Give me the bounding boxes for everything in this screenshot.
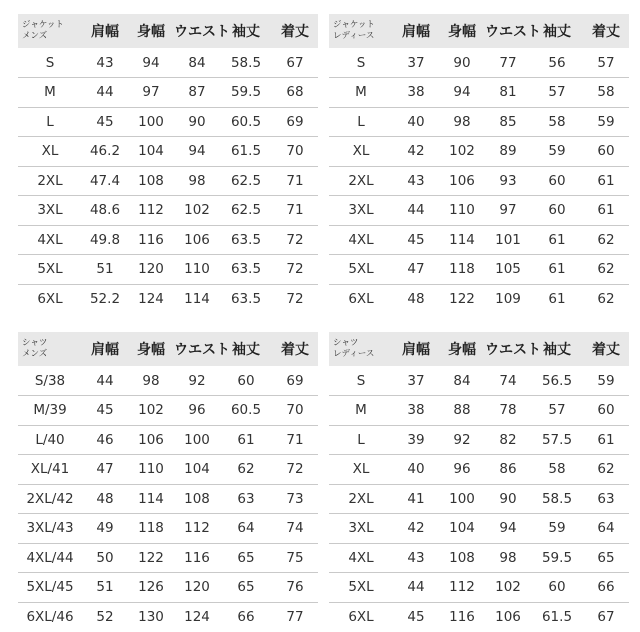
table-row [18, 78, 318, 108]
table-row [329, 255, 629, 285]
measurement-cell: 60 [237, 372, 255, 389]
size-table [18, 14, 318, 314]
size-label-cell: 2XL/42 [26, 490, 74, 507]
column-header: 着丈 [592, 24, 620, 40]
measurement-cell: 71 [286, 431, 304, 448]
measurement-cell: 120 [184, 579, 210, 596]
table-header-row [329, 14, 629, 48]
measurement-cell: 62.5 [230, 202, 262, 219]
size-label-cell: L [357, 113, 365, 130]
size-label-cell: 5XL [37, 261, 63, 278]
table-row [18, 455, 318, 485]
measurement-cell: 52.2 [89, 291, 121, 307]
measurement-cell: 43 [407, 172, 425, 189]
measurement-cell: 66 [597, 579, 615, 596]
measurement-cell: 57 [548, 84, 566, 101]
size-label-cell: M/39 [33, 402, 67, 419]
measurement-cell: 50 [96, 549, 114, 566]
measurement-cell: 46 [96, 431, 114, 448]
measurement-cell: 44 [96, 84, 114, 101]
size-label-cell: 5XL [348, 261, 374, 278]
measurement-cell: 124 [138, 291, 164, 307]
size-label-cell: 4XL [348, 549, 374, 566]
measurement-cell: 63.5 [230, 231, 262, 248]
measurement-cell: 97 [142, 84, 160, 101]
measurement-cell: 71 [286, 202, 304, 219]
size-label-cell: 3XL [37, 202, 63, 219]
measurement-cell: 74 [286, 520, 304, 537]
table-row [18, 573, 318, 603]
table-row [18, 543, 318, 573]
measurement-cell: 56 [548, 54, 566, 71]
size-label-cell: S/38 [34, 372, 66, 389]
measurement-cell: 84 [188, 54, 206, 71]
column-header: 着丈 [281, 342, 309, 358]
table-row [329, 166, 629, 196]
table-row [18, 484, 318, 514]
size-table-shirt-ladies [329, 332, 629, 632]
size-label-cell: S [45, 54, 55, 71]
measurement-cell: 62 [597, 291, 615, 307]
measurement-cell: 88 [453, 402, 471, 419]
measurement-cell: 71 [286, 172, 304, 189]
measurement-cell: 109 [495, 291, 521, 307]
table-row [329, 225, 629, 255]
measurement-cell: 112 [138, 202, 164, 219]
measurement-cell: 59 [597, 113, 615, 130]
column-header: 肩幅 [91, 24, 119, 40]
table-row [329, 602, 629, 632]
measurement-cell: 94 [188, 143, 206, 160]
measurement-cell: 101 [495, 231, 521, 248]
measurement-cell: 108 [138, 172, 164, 189]
measurement-cell: 102 [138, 402, 164, 419]
measurement-cell: 122 [138, 549, 164, 566]
column-header: 袖丈 [543, 24, 571, 40]
measurement-cell: 92 [453, 431, 471, 448]
table-header-row [18, 14, 318, 48]
measurement-cell: 114 [449, 231, 475, 248]
measurement-cell: 106 [449, 172, 475, 189]
table-row [329, 455, 629, 485]
measurement-cell: 120 [138, 261, 164, 278]
measurement-cell: 52 [96, 609, 114, 625]
table-row [329, 396, 629, 426]
measurement-cell: 96 [453, 461, 471, 478]
measurement-cell: 59.5 [541, 549, 573, 566]
size-label-cell: 2XL [348, 490, 374, 507]
measurement-cell: 61 [237, 431, 255, 448]
measurement-cell: 45 [96, 113, 114, 130]
measurement-cell: 94 [499, 520, 517, 537]
measurement-cell: 43 [96, 54, 114, 71]
measurement-cell: 45 [96, 402, 114, 419]
measurement-cell: 61.5 [541, 609, 573, 625]
measurement-cell: 98 [453, 113, 471, 130]
measurement-cell: 57 [548, 402, 566, 419]
size-label-cell: 3XL [348, 520, 374, 537]
measurement-cell: 94 [142, 54, 160, 71]
measurement-cell: 60.5 [230, 113, 262, 130]
measurement-cell: 100 [184, 431, 210, 448]
size-label-cell: L/40 [35, 431, 65, 448]
table-row [329, 484, 629, 514]
table-row [329, 573, 629, 603]
measurement-cell: 87 [188, 84, 206, 101]
gender-label: レディース [333, 31, 375, 41]
measurement-cell: 48.6 [89, 202, 121, 219]
measurement-cell: 45 [407, 609, 425, 625]
measurement-cell: 104 [449, 520, 475, 537]
measurement-cell: 74 [499, 372, 517, 389]
table-row [18, 225, 318, 255]
measurement-cell: 86 [499, 461, 517, 478]
table-row [329, 425, 629, 455]
measurement-cell: 90 [499, 490, 517, 507]
measurement-cell: 118 [138, 520, 164, 537]
gender-label: メンズ [22, 31, 48, 41]
column-header: 袖丈 [232, 342, 260, 358]
measurement-cell: 85 [499, 113, 517, 130]
measurement-cell: 92 [188, 372, 206, 389]
garment-type-label: シャツ [22, 338, 48, 348]
measurement-cell: 66 [237, 609, 255, 625]
measurement-cell: 100 [138, 113, 164, 130]
measurement-cell: 110 [184, 261, 210, 278]
measurement-cell: 126 [138, 579, 164, 596]
size-label-cell: XL [41, 143, 59, 160]
size-label-cell: 5XL [348, 579, 374, 596]
measurement-cell: 82 [499, 431, 517, 448]
measurement-cell: 90 [188, 113, 206, 130]
size-label-cell: XL [352, 143, 370, 160]
measurement-cell: 69 [286, 372, 304, 389]
measurement-cell: 44 [407, 202, 425, 219]
measurement-cell: 58.5 [541, 490, 573, 507]
size-table-jacket-mens [18, 14, 318, 314]
measurement-cell: 102 [495, 579, 521, 596]
measurement-cell: 61 [548, 231, 566, 248]
measurement-cell: 106 [184, 231, 210, 248]
size-table [329, 14, 629, 314]
measurement-cell: 37 [407, 372, 425, 389]
measurement-cell: 77 [286, 609, 304, 625]
table-row [18, 425, 318, 455]
table-row [329, 137, 629, 167]
measurement-cell: 38 [407, 84, 425, 101]
table-row [18, 48, 318, 78]
table-row [329, 543, 629, 573]
measurement-cell: 59 [548, 520, 566, 537]
measurement-cell: 60 [548, 579, 566, 596]
measurement-cell: 48 [96, 490, 114, 507]
measurement-cell: 124 [184, 609, 210, 625]
table-category-label [329, 332, 393, 366]
measurement-cell: 108 [184, 490, 210, 507]
measurement-cell: 118 [449, 261, 475, 278]
measurement-cell: 65 [597, 549, 615, 566]
column-header: 身幅 [137, 342, 165, 358]
size-label-cell: M [44, 84, 56, 101]
measurement-cell: 40 [407, 461, 425, 478]
measurement-cell: 41 [407, 490, 425, 507]
table-row [329, 196, 629, 226]
table-category-label [329, 14, 393, 48]
measurement-cell: 39 [407, 431, 425, 448]
measurement-cell: 45 [407, 231, 425, 248]
table-header-row [329, 332, 629, 366]
measurement-cell: 93 [499, 172, 517, 189]
column-header: ウエスト [485, 24, 541, 40]
size-label-cell: 2XL [348, 172, 374, 189]
size-table [329, 332, 629, 632]
size-label-cell: 4XL [348, 231, 374, 248]
garment-type-label: ジャケット [333, 20, 375, 30]
measurement-cell: 61 [548, 261, 566, 278]
size-label-cell: L [357, 431, 365, 448]
gender-label: メンズ [22, 349, 48, 359]
measurement-cell: 70 [286, 143, 304, 160]
measurement-cell: 60 [548, 172, 566, 189]
size-label-cell: M [355, 84, 367, 101]
measurement-cell: 57 [597, 54, 615, 71]
measurement-cell: 73 [286, 490, 304, 507]
table-row [18, 137, 318, 167]
measurement-cell: 62.5 [230, 172, 262, 189]
column-header: 着丈 [592, 342, 620, 358]
measurement-cell: 37 [407, 54, 425, 71]
table-category-label [18, 332, 82, 366]
measurement-cell: 60 [597, 402, 615, 419]
measurement-cell: 81 [499, 84, 517, 101]
column-header: ウエスト [174, 342, 230, 358]
measurement-cell: 69 [286, 113, 304, 130]
measurement-cell: 49.8 [89, 231, 121, 248]
column-header: 袖丈 [543, 342, 571, 358]
measurement-cell: 96 [188, 402, 206, 419]
size-table-jacket-ladies [329, 14, 629, 314]
column-header: 肩幅 [402, 342, 430, 358]
measurement-cell: 61 [597, 172, 615, 189]
measurement-cell: 62 [597, 231, 615, 248]
measurement-cell: 102 [184, 202, 210, 219]
measurement-cell: 106 [138, 431, 164, 448]
measurement-cell: 58.5 [230, 54, 262, 71]
measurement-cell: 48 [407, 291, 425, 307]
measurement-cell: 65 [237, 579, 255, 596]
table-row [18, 284, 318, 314]
measurement-cell: 104 [138, 143, 164, 160]
measurement-cell: 98 [499, 549, 517, 566]
size-table [18, 332, 318, 632]
column-header: 着丈 [281, 24, 309, 40]
size-label-cell: 6XL/46 [26, 609, 74, 625]
measurement-cell: 116 [449, 609, 475, 625]
table-row [18, 602, 318, 632]
measurement-cell: 58 [548, 113, 566, 130]
table-row [18, 396, 318, 426]
measurement-cell: 61 [597, 431, 615, 448]
measurement-cell: 65 [237, 549, 255, 566]
gender-label: レディース [333, 349, 375, 359]
measurement-cell: 49 [96, 520, 114, 537]
table-category-label [18, 14, 82, 48]
measurement-cell: 63.5 [230, 291, 262, 307]
size-label-cell: S [356, 54, 366, 71]
measurement-cell: 70 [286, 402, 304, 419]
measurement-cell: 110 [138, 461, 164, 478]
measurement-cell: 58 [597, 84, 615, 101]
measurement-cell: 77 [499, 54, 517, 71]
measurement-cell: 90 [453, 54, 471, 71]
measurement-cell: 68 [286, 84, 304, 101]
measurement-cell: 61 [548, 291, 566, 307]
measurement-cell: 51 [96, 579, 114, 596]
measurement-cell: 60 [548, 202, 566, 219]
size-label-cell: 4XL/44 [26, 549, 74, 566]
measurement-cell: 72 [286, 461, 304, 478]
size-label-cell: 5XL/45 [26, 579, 74, 596]
measurement-cell: 38 [407, 402, 425, 419]
table-row [18, 107, 318, 137]
measurement-cell: 61 [597, 202, 615, 219]
size-label-cell: S [356, 372, 366, 389]
measurement-cell: 59 [548, 143, 566, 160]
measurement-cell: 46.2 [89, 143, 121, 160]
table-row [18, 366, 318, 396]
measurement-cell: 114 [138, 490, 164, 507]
measurement-cell: 57.5 [541, 431, 573, 448]
measurement-cell: 76 [286, 579, 304, 596]
measurement-cell: 64 [237, 520, 255, 537]
measurement-cell: 98 [188, 172, 206, 189]
measurement-cell: 116 [138, 231, 164, 248]
measurement-cell: 44 [407, 579, 425, 596]
table-row [18, 514, 318, 544]
measurement-cell: 110 [449, 202, 475, 219]
measurement-cell: 59 [597, 372, 615, 389]
measurement-cell: 60.5 [230, 402, 262, 419]
measurement-cell: 58 [548, 461, 566, 478]
table-row [329, 514, 629, 544]
measurement-cell: 63.5 [230, 261, 262, 278]
measurement-cell: 114 [184, 291, 210, 307]
measurement-cell: 47 [407, 261, 425, 278]
size-label-cell: M [355, 402, 367, 419]
size-label-cell: 3XL [348, 202, 374, 219]
measurement-cell: 42 [407, 143, 425, 160]
size-label-cell: 6XL [37, 291, 63, 307]
column-header: ウエスト [174, 24, 230, 40]
measurement-cell: 42 [407, 520, 425, 537]
column-header: ウエスト [485, 342, 541, 358]
measurement-cell: 106 [495, 609, 521, 625]
measurement-cell: 47 [96, 461, 114, 478]
size-label-cell: 2XL [37, 172, 63, 189]
table-row [18, 196, 318, 226]
measurement-cell: 112 [184, 520, 210, 537]
measurement-cell: 63 [237, 490, 255, 507]
measurement-cell: 56.5 [541, 372, 573, 389]
measurement-cell: 130 [138, 609, 164, 625]
measurement-cell: 84 [453, 372, 471, 389]
size-label-cell: L [46, 113, 54, 130]
measurement-cell: 72 [286, 291, 304, 307]
measurement-cell: 44 [96, 372, 114, 389]
column-header: 身幅 [137, 24, 165, 40]
measurement-cell: 51 [96, 261, 114, 278]
measurement-cell: 98 [142, 372, 160, 389]
table-row [18, 166, 318, 196]
size-label-cell: 6XL [348, 609, 374, 625]
column-header: 肩幅 [402, 24, 430, 40]
size-label-cell: 4XL [37, 231, 63, 248]
measurement-cell: 63 [597, 490, 615, 507]
column-header: 肩幅 [91, 342, 119, 358]
measurement-cell: 47.4 [89, 172, 121, 189]
table-row [329, 107, 629, 137]
measurement-cell: 62 [597, 461, 615, 478]
measurement-cell: 67 [597, 609, 615, 625]
measurement-cell: 67 [286, 54, 304, 71]
measurement-cell: 61.5 [230, 143, 262, 160]
table-row [329, 366, 629, 396]
table-row [329, 284, 629, 314]
column-header: 身幅 [448, 342, 476, 358]
measurement-cell: 100 [449, 490, 475, 507]
measurement-cell: 43 [407, 549, 425, 566]
size-label-cell: 6XL [348, 291, 374, 307]
measurement-cell: 105 [495, 261, 521, 278]
table-header-row [18, 332, 318, 366]
measurement-cell: 78 [499, 402, 517, 419]
measurement-cell: 62 [237, 461, 255, 478]
measurement-cell: 97 [499, 202, 517, 219]
size-table-shirt-mens [18, 332, 318, 632]
measurement-cell: 60 [597, 143, 615, 160]
garment-type-label: シャツ [333, 338, 359, 348]
table-row [329, 48, 629, 78]
size-label-cell: XL [352, 461, 370, 478]
measurement-cell: 72 [286, 261, 304, 278]
measurement-cell: 59.5 [230, 84, 262, 101]
measurement-cell: 89 [499, 143, 517, 160]
garment-type-label: ジャケット [22, 20, 64, 30]
measurement-cell: 116 [184, 549, 210, 566]
measurement-cell: 112 [449, 579, 475, 596]
size-label-cell: XL/41 [30, 461, 70, 478]
measurement-cell: 94 [453, 84, 471, 101]
column-header: 身幅 [448, 24, 476, 40]
measurement-cell: 64 [597, 520, 615, 537]
measurement-cell: 62 [597, 261, 615, 278]
measurement-cell: 102 [449, 143, 475, 160]
column-header: 袖丈 [232, 24, 260, 40]
measurement-cell: 72 [286, 231, 304, 248]
table-row [18, 255, 318, 285]
table-row [329, 78, 629, 108]
measurement-cell: 108 [449, 549, 475, 566]
measurement-cell: 122 [449, 291, 475, 307]
measurement-cell: 40 [407, 113, 425, 130]
measurement-cell: 104 [184, 461, 210, 478]
size-label-cell: 3XL/43 [26, 520, 74, 537]
measurement-cell: 75 [286, 549, 304, 566]
